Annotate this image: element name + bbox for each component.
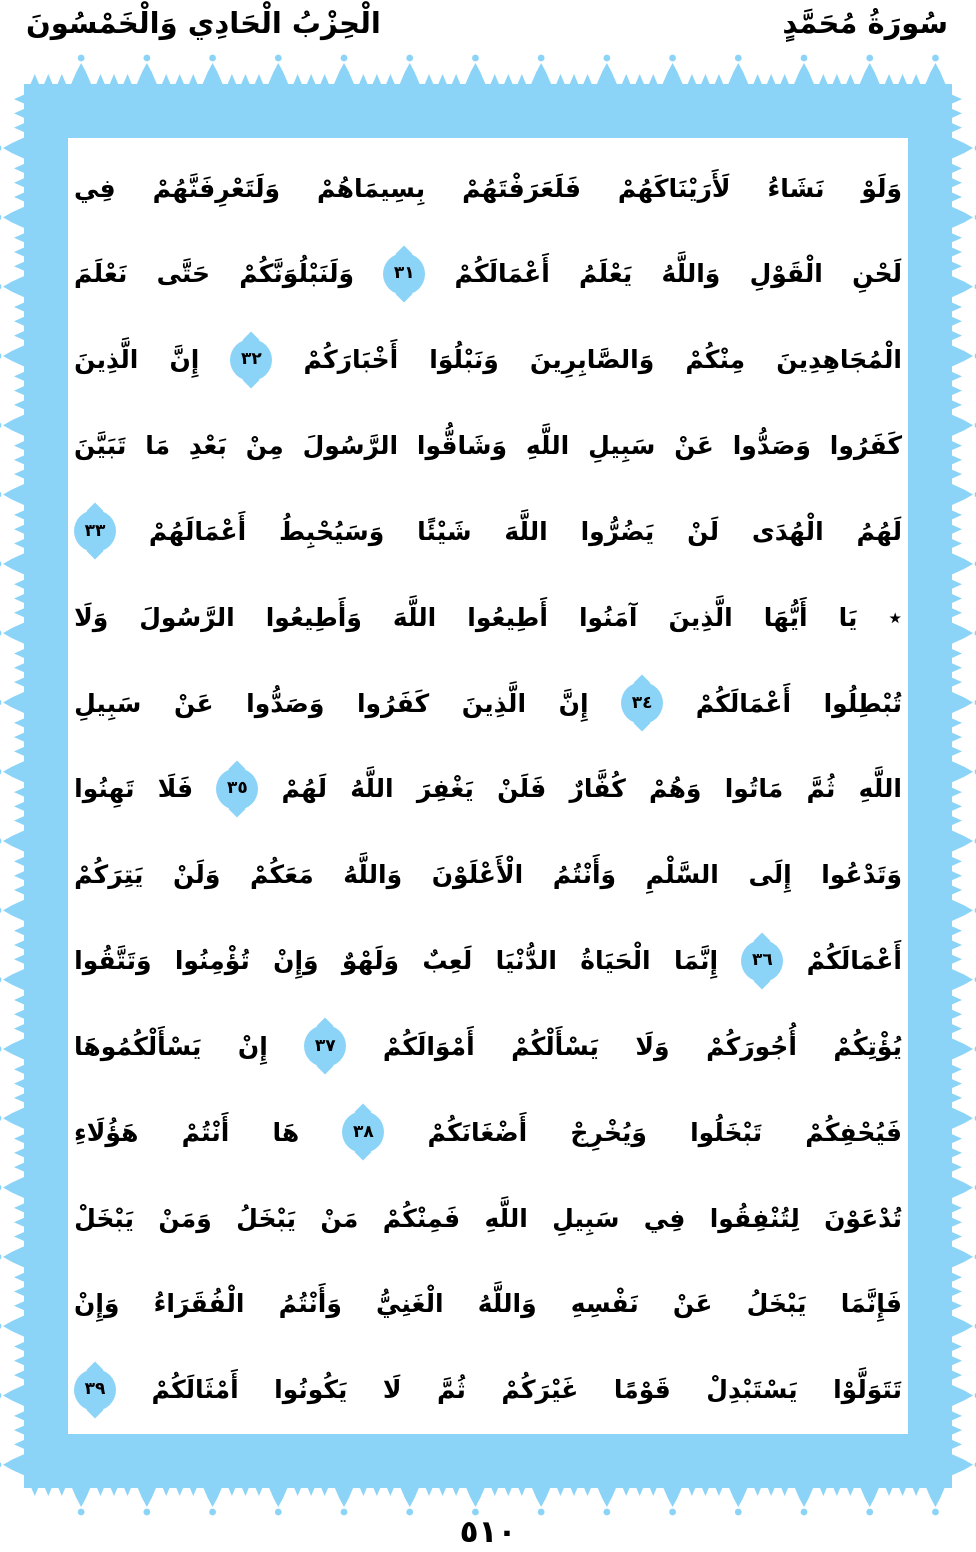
word: هَا	[272, 1117, 300, 1147]
word: يَسْأَلْكُمُوهَا	[74, 1031, 202, 1061]
word: وَلَا	[635, 1031, 670, 1061]
word: وَيُخْرِجْ	[570, 1117, 647, 1147]
word: وَأَطِيعُوا	[265, 602, 362, 632]
word: وَلَا	[74, 602, 109, 632]
word: وَإِنْ	[74, 1289, 120, 1319]
quran-line-7	[74, 665, 902, 741]
word: فَإِنَّمَا	[840, 1289, 902, 1319]
quran-line-14	[74, 1266, 902, 1342]
word: كَفَرُوا	[829, 431, 902, 461]
quran-line-8	[74, 751, 902, 827]
word: اللَّهَ	[504, 516, 548, 546]
word: وَاللَّهُ	[661, 259, 721, 289]
word: آمَنُوا	[578, 602, 638, 632]
word: تَبَيَّنَ	[74, 431, 127, 461]
word: فَلَنْ	[497, 774, 547, 804]
word: وَلَتَعْرِفَنَّهُمْ	[152, 173, 281, 203]
quran-line-4	[74, 408, 902, 484]
word: الْفُقَرَاءُ	[153, 1289, 245, 1319]
word: وَاللَّهُ	[477, 1289, 537, 1319]
word: لَحْنِ	[852, 259, 902, 289]
word: الَّذِينَ	[461, 688, 527, 718]
word: وَتَتَّقُوا	[74, 946, 152, 976]
word: تُؤْمِنُوا	[174, 946, 250, 976]
ayah-marker	[383, 253, 425, 295]
word: لَا	[382, 1375, 402, 1405]
word: الْمُجَاهِدِينَ	[776, 345, 902, 375]
word: ثُمَّ	[806, 774, 836, 804]
word: وَالصَّابِرِينَ	[529, 345, 655, 375]
word: أَعْمَالَكُمْ	[454, 259, 550, 289]
ayah-number: ٣٦	[751, 950, 773, 971]
quran-text-block	[74, 150, 902, 1428]
word: وَتَدْعُوا	[821, 860, 902, 890]
word: يَغْفِرَ	[416, 774, 474, 804]
word: إِنَّ	[169, 345, 200, 375]
word: وَاللَّهُ	[343, 860, 403, 890]
word: الْقَوْلِ	[749, 259, 823, 289]
quran-line-5	[74, 493, 902, 569]
word: وَشَاقُّوا	[416, 431, 508, 461]
ayah-number: ٣٢	[241, 349, 262, 370]
word: إِنْ	[237, 1031, 268, 1061]
word: هَؤُلَاءِ	[74, 1117, 139, 1147]
ayah-number: ٣٨	[352, 1121, 374, 1142]
word: يَكُونُوا	[274, 1375, 348, 1405]
word: وَهُمْ	[648, 774, 702, 804]
word: أَيُّهَا	[763, 602, 808, 632]
word: أَعْمَالَهُمْ	[148, 516, 247, 546]
word: مَا	[145, 431, 171, 461]
word: الدُّنْيَا	[495, 946, 557, 976]
word: شَيْئًا	[417, 516, 472, 546]
word: فَمِنْكُمْ	[382, 1203, 461, 1233]
word: عَنْ	[173, 688, 214, 718]
word: كُفَّارٌ	[569, 774, 626, 804]
word: يَتِرَكُمْ	[74, 860, 144, 890]
word: اللَّهِ	[484, 1203, 528, 1233]
quran-line-2	[74, 236, 902, 312]
quran-line-10	[74, 923, 902, 999]
word: تَبْخَلُوا	[690, 1117, 763, 1147]
word: يَعْلَمُ	[578, 259, 633, 289]
word: أَعْمَالَكُمْ	[806, 946, 902, 976]
word: عَنْ	[674, 431, 714, 461]
word: اللَّهِ	[858, 774, 902, 804]
word: وَمَنْ	[158, 1203, 212, 1233]
word: وَإِنْ	[273, 946, 319, 976]
word: وَلَوْ	[861, 173, 902, 203]
word: فَلَعَرَفْتَهُمْ	[462, 173, 581, 203]
ayah-marker	[304, 1025, 346, 1067]
word: يَبْخَلُ	[236, 1203, 297, 1233]
word: يُؤْتِكُمْ	[833, 1031, 902, 1061]
word: وَأَنْتُمُ	[552, 860, 617, 890]
word: عَنْ	[672, 1289, 713, 1319]
word: سَبِيلِ	[74, 688, 142, 718]
ayah-number: ٣٤	[631, 692, 653, 713]
word: فَيُحْفِكُمْ	[805, 1117, 902, 1147]
word: وَلَنْ	[172, 860, 221, 890]
ayah-marker	[216, 768, 258, 810]
word: قَوْمًا	[613, 1375, 671, 1405]
quran-line-9	[74, 837, 902, 913]
word: اللَّهِ	[525, 431, 570, 461]
ayah-marker	[621, 682, 663, 724]
word: إِنَّمَا	[673, 946, 719, 976]
ayah-marker	[230, 339, 272, 381]
word: إِلَى	[748, 860, 792, 890]
word: يَسْتَبْدِلْ	[706, 1375, 798, 1405]
word: بَعْدِ	[188, 431, 227, 461]
word: يَبْخَلُ	[746, 1289, 807, 1319]
surah-title: سُورَةُ مُحَمَّدٍ	[782, 6, 948, 40]
word: الرَّسُولَ	[302, 431, 399, 461]
word: أُجُورَكُمْ	[706, 1031, 797, 1061]
word: اللَّهَ	[392, 602, 437, 632]
word: اللَّهُ	[350, 774, 394, 804]
word: وَأَنْتُمُ	[278, 1289, 342, 1319]
ayah-number: ٣٣	[84, 520, 106, 541]
word: بِسِيمَاهُمْ	[317, 173, 426, 203]
word: وَصَدُّوا	[732, 431, 811, 461]
ayah-number: ٣١	[393, 263, 415, 284]
quran-line-15	[74, 1352, 902, 1428]
word: حَتَّى	[156, 259, 211, 289]
word: نَفْسِهِ	[570, 1289, 639, 1319]
word: لَنْ	[687, 516, 719, 546]
word: الَّذِينَ	[668, 602, 733, 632]
word: وَنَبْلُوَا	[429, 345, 499, 375]
word: أَمْوَالَكُمْ	[382, 1031, 475, 1061]
word: لَعِبٌ	[422, 946, 473, 976]
word: الْحَيَاةُ	[580, 946, 651, 976]
word: نَشَاءُ	[767, 173, 825, 203]
ayah-marker	[342, 1111, 384, 1153]
word: الْغَنِيُّ	[376, 1289, 444, 1319]
word: أَنْتُمْ	[181, 1117, 230, 1147]
word: وَلَهْوٌ	[341, 946, 399, 976]
word: لِتُنْفِقُوا	[709, 1203, 800, 1233]
word: أَخْبَارَكُمْ	[303, 345, 399, 375]
quran-line-13	[74, 1180, 902, 1256]
word: تَتَوَلَّوْا	[833, 1375, 902, 1405]
ayah-marker	[74, 510, 116, 552]
quran-line-3	[74, 322, 902, 398]
word: الرَّسُولَ	[139, 602, 235, 632]
word: مَنْ	[320, 1203, 359, 1233]
word: تَهِنُوا	[74, 774, 135, 804]
word: يَبْخَلْ	[74, 1203, 134, 1233]
word: تُبْطِلُوا	[823, 688, 902, 718]
word: أَطِيعُوا	[467, 602, 548, 632]
word: الْهُدَى	[751, 516, 824, 546]
quran-line-1	[74, 150, 902, 226]
word: إِنَّ	[558, 688, 589, 718]
word: سَبِيلِ	[552, 1203, 620, 1233]
word: تُدْعَوْنَ	[824, 1203, 902, 1233]
word: كَفَرُوا	[356, 688, 430, 718]
word: لَهُمُ	[856, 516, 902, 546]
word: لَأَرَيْنَاكَهُمْ	[617, 173, 731, 203]
word: يَسْأَلْكُمْ	[511, 1031, 599, 1061]
word: لَهُمْ	[281, 774, 328, 804]
word: سَبِيلِ	[588, 431, 656, 461]
word: أَمْثَالَكُمْ	[151, 1375, 239, 1405]
word: يَا	[838, 602, 858, 632]
word: الَّذِينَ	[74, 345, 139, 375]
word: وَصَدُّوا	[246, 688, 325, 718]
word: مَاتُوا	[724, 774, 784, 804]
hizb-label: الْحِزْبُ الْحَادِي وَالْخَمْسُونَ	[26, 6, 381, 40]
quran-line-12	[74, 1094, 902, 1170]
ayah-number: ٣٩	[84, 1379, 106, 1400]
ayah-number: ٣٧	[314, 1035, 336, 1056]
word: مَعَكُمْ	[249, 860, 314, 890]
word: وَسَيُحْبِطُ	[278, 516, 385, 546]
word: وَلَنَبْلُوَنَّكُمْ	[239, 259, 355, 289]
page-number: ٥١٠	[459, 1514, 517, 1550]
word: يَضُرُّوا	[580, 516, 655, 546]
word: السَّلْمِ	[645, 860, 719, 890]
word: أَعْمَالَكُمْ	[695, 688, 792, 718]
word: غَيْرَكُمْ	[501, 1375, 579, 1405]
word: ثُمَّ	[436, 1375, 466, 1405]
ayah-marker	[74, 1369, 116, 1411]
quran-line-6	[74, 579, 902, 655]
word: فَلَا	[157, 774, 194, 804]
word: ٭	[888, 602, 902, 632]
word: أَضْغَانَكُمْ	[427, 1117, 528, 1147]
ayah-marker	[741, 940, 783, 982]
word: الْأَعْلَوْنَ	[431, 860, 524, 890]
word: مِنْ	[245, 431, 284, 461]
word: مِنْكُمْ	[685, 345, 746, 375]
ayah-number: ٣٥	[226, 778, 248, 799]
quran-line-11	[74, 1008, 902, 1084]
word: نَعْلَمَ	[74, 259, 128, 289]
word: فِي	[643, 1203, 686, 1233]
word: فِي	[74, 173, 116, 203]
